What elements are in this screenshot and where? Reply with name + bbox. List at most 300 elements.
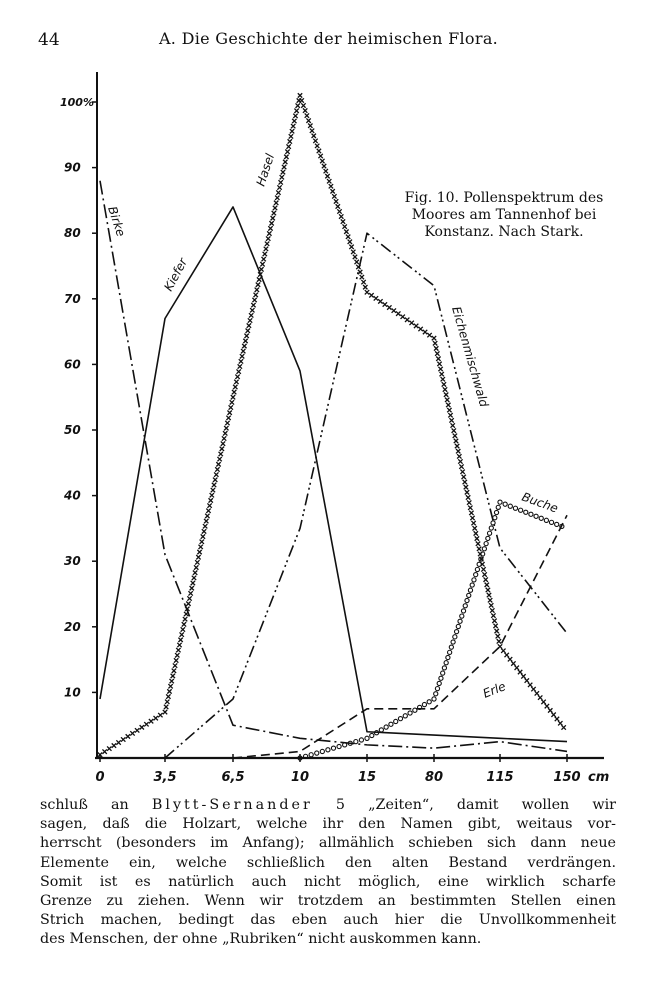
caption-line-1: Fig. 10. Pollenspektrum des [404,190,604,206]
x-unit-label: cm [588,770,610,785]
series-hasel-mark [269,221,273,225]
series-hasel-mark [135,728,139,732]
body-line-5: Somit ist es natürlich auch nicht möglich, eine wirklich scharfe [40,873,616,890]
series-buche-mark [446,655,450,659]
series-hasel-mark [497,639,501,643]
series-hasel-mark [235,375,239,379]
series-hasel-mark [264,247,268,251]
series-hasel-mark [558,721,562,725]
series-buche-mark [493,516,497,520]
series-hasel-mark [261,257,265,261]
series-hasel-mark [300,98,304,102]
series-hasel-mark [126,734,130,738]
series-hasel-mark [197,550,201,554]
series-hasel-mark [459,464,463,468]
series-buche-mark [489,526,493,530]
series-buche-mark [467,593,471,597]
series-buche-mark [477,562,481,566]
series-buche-mark [498,500,502,504]
series-buche-mark [422,702,426,706]
series-hasel-mark [306,118,310,122]
series-hasel-mark [210,493,214,497]
series-hasel-mark [481,567,485,571]
series-buche-mark [441,671,445,675]
x-tick-label-3: 10 [290,770,310,785]
series-hasel-mark [433,341,437,345]
series-hasel-mark [448,413,452,417]
series-hasel-mark [467,500,471,504]
series-buche-mark [549,520,553,524]
series-hasel-mark [267,231,271,235]
series-hasel-mark [485,583,489,587]
series-erle [232,514,568,759]
series-hasel-mark [555,717,559,721]
series-hasel-mark [216,462,220,466]
series-hasel-mark [231,395,235,399]
series-hasel-mark [165,700,169,704]
series-hasel-mark [325,174,329,178]
series-hasel-mark [241,349,245,353]
x-tick-label-0: 0 [95,770,105,785]
series-hasel-mark [296,103,300,107]
series-hasel-mark [348,240,352,244]
series-hasel-mark [176,648,180,652]
body-line-1: schluß an Blytt-Sernander 5 „Zeiten“, damit wollen wir [40,797,616,813]
series-hasel-mark [234,380,238,384]
series-hasel-mark [392,308,396,312]
series-hasel-mark [496,634,500,638]
series-hasel-mark [247,323,251,327]
series-label-eichenmischwald: Eichenmischwald [449,304,492,409]
series-hasel-mark [342,224,346,228]
series-hasel-mark [291,124,295,128]
series-hasel-mark [167,689,171,693]
series-hasel-mark [383,302,387,306]
series-hasel-mark [284,155,288,159]
series-buche-mark [544,518,548,522]
series-buche-mark [463,604,467,608]
series-hasel-mark [130,731,134,735]
series-hasel-mark [432,336,436,340]
series-hasel-mark [541,700,545,704]
series-hasel-mark [318,154,322,158]
series-buche-mark [453,635,457,639]
series-hasel-mark [288,139,292,143]
series-hasel-mark [315,144,319,148]
series-buche-mark [354,740,358,744]
series-hasel-mark [219,452,223,456]
series-buche-mark [470,583,474,587]
series-hasel-mark [521,674,525,678]
series-hasel-mark [434,346,438,350]
series-hasel-mark [177,643,181,647]
series-buche-mark [484,541,488,545]
series-hasel-mark [272,211,276,215]
series-hasel-mark [217,457,221,461]
series-hasel-mark [107,746,111,750]
caption-line-2: Moores am Tannenhof bei [411,207,597,223]
series-hasel-mark [285,150,289,154]
series-hasel-mark [174,658,178,662]
series-hasel-mark [453,434,457,438]
series-birke-point-5 [433,747,435,749]
series-buche-mark [513,506,517,510]
series-hasel-mark [201,534,205,538]
series-hasel-mark [226,416,230,420]
series-hasel-mark [251,303,255,307]
series-hasel-mark [290,129,294,133]
series-hasel-mark [294,109,298,113]
series-hasel-mark [475,536,479,540]
series-hasel-mark [435,351,439,355]
series-hasel-mark [312,134,316,138]
series-hasel-mark [457,454,461,458]
series-hasel-mark [187,596,191,600]
series-buche-mark [524,510,528,514]
series-hasel-mark [171,674,175,678]
series-hasel-mark [283,160,287,164]
series-hasel-mark [339,214,343,218]
series-hasel-point-7 [566,731,568,733]
series-hasel-mark [492,619,496,623]
series-hasel-mark [477,547,481,551]
series-hasel-mark [286,144,290,148]
series-hasel-mark [324,169,328,173]
series-buche-mark [359,738,363,742]
series-hasel-mark [482,572,486,576]
series-hasel-mark [310,129,314,133]
series-hasel-mark [240,354,244,358]
series-buche-mark [508,504,512,508]
series-hasel-mark [196,555,200,559]
series-buche-mark [456,624,460,628]
series-hasel-mark [455,444,459,448]
series-buche-mark [315,751,319,755]
pollen-chart [0,60,657,795]
series-hasel-mark [344,229,348,233]
series-hasel-mark [289,134,293,138]
series-hasel-mark [186,601,190,605]
y-tick-label-100: 100% [60,96,94,109]
series-hasel-mark [244,334,248,338]
series-hasel-mark [470,516,474,520]
series-hasel-mark [173,663,177,667]
series-hasel-mark [238,364,242,368]
series-hasel-mark [443,387,447,391]
series-hasel-mark [169,679,173,683]
series-hasel-mark [353,255,357,259]
series-buche-mark [435,687,439,691]
series-buche-mark [519,508,523,512]
series-buche-mark [475,567,479,571]
series-hasel-mark [351,250,355,254]
series-buche-mark [408,711,412,715]
y-tick-label-30: 30 [64,554,81,569]
series-buche-mark [494,510,498,514]
series-buche-mark [394,719,398,723]
series-hasel-mark [257,277,261,281]
series-hasel-mark [207,503,211,507]
series-buche-mark [460,614,464,618]
series-hasel-mark [441,377,445,381]
series-hasel-mark [449,418,453,422]
series-hasel-mark [446,403,450,407]
series-hasel-mark [490,608,494,612]
series-hasel-mark [458,459,462,463]
series-hasel-mark [387,305,391,309]
series-hasel-mark [273,206,277,210]
series-birke-line [100,181,567,752]
series-hasel-mark [205,514,209,518]
series-hasel-mark [211,488,215,492]
series-hasel-mark [213,478,217,482]
series-buche-mark [461,609,465,613]
y-tick-label-50: 50 [64,423,81,437]
series-hasel-mark [334,199,338,203]
series-hasel-mark [488,598,492,602]
series-hasel-mark [227,410,231,414]
series-hasel-mark [317,149,321,153]
series-hasel-mark [220,447,224,451]
series-hasel-mark [484,577,488,581]
series-hasel-mark [438,367,442,371]
series-hasel-mark [298,93,302,97]
series-hasel-mark [462,475,466,479]
series-buche-mark [454,630,458,634]
series-buche-mark [486,536,490,540]
series-hasel-mark [144,722,148,726]
series-buche-mark [503,502,507,506]
body-line-2: sagen, daß die Holzart, welche ihr den Namen gibt, weitaus vor- [40,816,616,833]
series-hasel-mark [378,299,382,303]
series-hasel-mark [203,524,207,528]
series-hasel-mark [452,428,456,432]
series-hasel-mark [276,190,280,194]
series-hasel-mark [223,431,227,435]
x-tick-label-1: 3,5 [153,770,177,785]
series-hasel-mark [195,560,199,564]
series-hasel-mark [274,201,278,205]
series-hasel-mark [454,439,458,443]
series-buche-mark [427,700,431,704]
series-hasel-mark [369,293,373,297]
series-hasel-mark [112,743,116,747]
series-hasel-mark [469,511,473,515]
series-hasel-mark [236,369,240,373]
series-buche-mark [326,748,330,752]
series-buche-mark [451,640,455,644]
series-hasel-mark [466,495,470,499]
series-buche-mark [365,736,369,740]
series-buche-mark [444,661,448,665]
x-tick-label-2: 6,5 [221,770,245,785]
series-hasel-mark [535,691,539,695]
series-hasel-mark [427,333,431,337]
body-line-6: Grenze zu ziehen. Wenn wir trotzdem an bestimmten Stellen einen [40,893,616,910]
caption-line-3: Konstanz. Nach Stark. [424,224,584,240]
figure-caption [396,190,612,241]
series-buche-mark [434,692,438,696]
series-hasel-mark [246,329,250,333]
series-buche-mark [496,505,500,509]
series-hasel-mark [222,436,226,440]
y-tick-label-60: 60 [64,357,81,372]
series-hasel-mark [525,678,529,682]
series-hasel-mark [442,382,446,386]
body-line-8: des Menschen, der ohne „Rubriken“ nicht auskommen kann. [40,931,482,948]
series-hasel-mark [468,506,472,510]
series-hasel-mark [206,509,210,513]
series-hasel-mark [456,449,460,453]
series-buche-mark [555,522,559,526]
series-hasel-mark [239,359,243,363]
series-hasel-mark [414,324,418,328]
series-eichenmischwald-point-5 [433,285,435,287]
series-hasel-mark [224,426,228,430]
series-hasel-mark [183,617,187,621]
series-label-hasel: Hasel [253,151,278,188]
series-buche-mark [379,728,383,732]
y-tick-label-80: 80 [64,226,81,241]
series-hasel-mark [423,330,427,334]
series-hasel-mark [292,119,296,123]
series-hasel-mark [363,285,367,289]
series-hasel-mark [313,139,317,143]
series-hasel-mark [188,591,192,595]
series-hasel-mark [166,694,170,698]
series-buche-mark [331,746,335,750]
series-hasel-mark [341,219,345,223]
series-hasel-mark [263,252,267,256]
series-hasel-mark [180,632,184,636]
series-erle-line [233,515,567,758]
series-hasel-mark [320,159,324,163]
series-hasel-mark [278,180,282,184]
series-hasel-mark [281,170,285,174]
series-hasel-mark [476,542,480,546]
series-buche-point-7 [566,527,568,529]
series-hasel-mark [250,308,254,312]
series-buche [298,500,568,760]
series-hasel-mark [233,385,237,389]
series-hasel-mark [505,653,509,657]
series-erle-point-3 [299,750,301,752]
series-hasel-mark [508,657,512,661]
series-buche-mark [442,666,446,670]
series-hasel-mark [275,196,279,200]
series-hasel-mark [396,311,400,315]
y-tick-label-90: 90 [64,160,81,175]
series-hasel-mark [401,315,405,319]
series-label-erle: Erle [480,679,508,701]
series-buche-mark [539,516,543,520]
body-line-4: Elemente ein, welche schließlich den alten Bestand verdrängen. [40,854,616,871]
series-eichenmischwald [164,232,568,759]
series-hasel-mark [551,713,555,717]
series-hasel-mark [545,704,549,708]
series-hasel-mark [225,421,229,425]
y-tick-label-20: 20 [64,619,81,634]
series-hasel-mark [354,260,358,264]
series-hasel-mark [491,613,495,617]
series-hasel-mark [365,290,369,294]
series-hasel-mark [336,204,340,208]
series-hasel-mark [437,362,441,366]
series-hasel-mark [460,470,464,474]
series-hasel-mark [259,267,263,271]
series-hasel-mark [486,588,490,592]
series-hasel-mark [249,313,253,317]
series-hasel-mark [256,282,260,286]
series-hasel-mark [301,103,305,107]
series-hasel-mark [360,275,364,279]
series-hasel-mark [255,288,259,292]
series-hasel-mark [194,565,198,569]
series-eichenmischwald-point-6 [499,547,501,549]
series-buche-mark [458,619,462,623]
series-hasel-mark [260,262,264,266]
series-birke [99,180,568,753]
series-hasel-mark [140,725,144,729]
series-buche-mark [439,676,443,680]
series-hasel-mark [184,612,188,616]
series-hasel-mark [548,708,552,712]
series-hasel-mark [282,165,286,169]
series-label-kiefer: Kiefer [161,255,191,294]
body-line-3: herrscht (besonders im Anfang); allmählich schieben sich dann neue [40,835,616,852]
series-hasel-mark [181,627,185,631]
series-buche-mark [437,681,441,685]
series-hasel-mark [464,485,468,489]
series-hasel-mark [444,392,448,396]
series-hasel-mark [164,705,168,709]
series-hasel-mark [515,666,519,670]
series-hasel-mark [293,114,297,118]
series-hasel-mark [493,624,497,628]
series-hasel-mark [192,576,196,580]
series-label-birke: Birke [105,204,128,239]
series-hasel-mark [405,318,409,322]
series-hasel-mark [215,467,219,471]
series-hasel-mark [209,498,213,502]
series-hasel-mark [418,327,422,331]
series-hasel-mark [200,540,204,544]
series-buche-mark [403,714,407,718]
series-hasel-mark [178,638,182,642]
series-buche-mark [529,512,533,516]
series-hasel-mark [495,629,499,633]
series-hasel-mark [374,296,378,300]
series-buche-mark [482,547,486,551]
series-hasel-mark [202,529,206,533]
series-hasel-mark [487,593,491,597]
series-hasel-mark [447,408,451,412]
series-buche-mark [481,552,485,556]
series-hasel-mark [172,669,176,673]
body-line-7: Strich machen, bedingt das eben auch hier die Unvollkommenheit [40,912,616,929]
series-buche-point-5 [433,698,435,700]
series-buche-point-6 [499,501,501,503]
series-hasel-mark [214,472,218,476]
series-hasel-mark [409,321,413,325]
series-hasel-mark [158,713,162,717]
series-hasel-mark [182,622,186,626]
series-hasel-mark [102,749,106,753]
series-hasel-mark [451,423,455,427]
series-buche-mark [384,725,388,729]
y-tick-label-10: 10 [64,685,81,700]
y-tick-label-40: 40 [64,488,81,503]
